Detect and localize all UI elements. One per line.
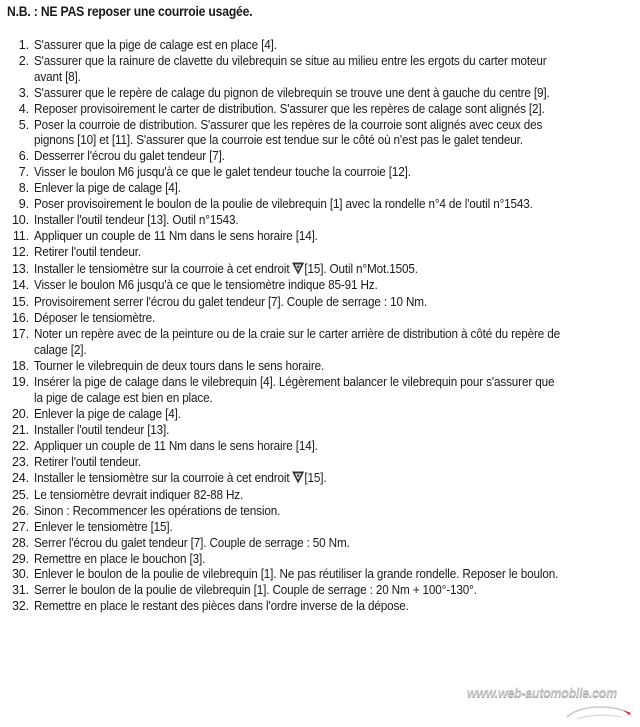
step-text: Serrer l'écrou du galet tendeur [7]. Couple de serrage : 50 Nm. — [34, 535, 350, 550]
down-triangle-marker-icon — [291, 471, 304, 484]
list-item — [0, 181, 640, 197]
list-item — [0, 327, 640, 359]
step-number: 25. — [11, 487, 29, 502]
step-text: Installer le tensiomètre sur la courroie à cet endroit — [34, 471, 290, 486]
step-text: Installer l'outil tendeur [13]. Outil n°1543. — [34, 212, 239, 227]
list-item — [0, 245, 640, 261]
step-text: Remettre en place le restant des pièces dans l'ordre inverse de la dépose. — [34, 599, 409, 614]
list-item — [0, 567, 640, 583]
list-item — [0, 470, 640, 487]
step-text: Retirer l'outil tendeur. — [34, 454, 141, 469]
step-text: Desserrer l'écrou du galet tendeur [7]. — [34, 149, 225, 164]
procedure-steps-list — [0, 38, 640, 615]
list-item — [0, 407, 640, 423]
step-number: 23. — [11, 454, 29, 469]
step-number: 5. — [18, 117, 29, 132]
step-text: Remettre en place le bouchon [3]. — [34, 551, 206, 566]
list-item — [0, 165, 640, 181]
step-text: Appliquer un couple de 11 Nm dans le sens horaire [14]. — [34, 228, 318, 243]
list-item — [0, 536, 640, 552]
step-number: 7. — [18, 165, 29, 180]
step-text: Tourner le vilebrequin de deux tours dans le sens horaire. — [34, 359, 325, 374]
list-item — [0, 38, 640, 54]
step-number: 16. — [11, 311, 29, 326]
step-text: Insérer la pige de calage dans le vilebrequin [4]. Légèrement balancer le vilebrequin pour s'assurer que la pige de calage est bien en place. — [34, 375, 555, 405]
list-item — [0, 359, 640, 375]
step-text: Le tensiomètre devrait indiquer 82-88 Hz. — [34, 487, 244, 502]
step-number: 30. — [11, 567, 29, 582]
list-item — [0, 54, 640, 86]
step-text-with-icon — [34, 261, 564, 278]
step-text: Poser provisoirement le boulon de la poulie de vilebrequin [1] avec la rondelle n°4 de l'outil n°1543. — [34, 197, 533, 212]
step-text: S'assurer que le repère de calage du pignon de vilebrequin se trouve une dent à gauche du centre [9]. — [34, 85, 550, 100]
step-number: 22. — [11, 438, 29, 453]
step-text: Visser le boulon M6 jusqu'à ce que le galet tendeur touche la courroie [12]. — [34, 165, 411, 180]
step-text: Déposer le tensiomètre. — [34, 311, 156, 326]
step-text: Sinon : Recommencer les opérations de tension. — [34, 503, 281, 518]
list-item — [0, 504, 640, 520]
step-number: 6. — [18, 149, 29, 164]
list-item — [0, 488, 640, 504]
step-number: 24. — [11, 471, 29, 486]
step-number: 14. — [11, 278, 29, 293]
list-item — [0, 102, 640, 118]
step-text-suffix: [15]. Outil n°Mot.1505. — [304, 261, 418, 276]
step-number: 21. — [11, 422, 29, 437]
list-item — [0, 261, 640, 278]
step-text: Serrer le boulon de la poulie de vilebrequin [1]. Couple de serrage : 20 Nm + 100°-130°. — [34, 583, 477, 598]
step-number: 18. — [11, 359, 29, 374]
list-item — [0, 439, 640, 455]
step-text: Enlever le tensiomètre [15]. — [34, 519, 173, 534]
step-number: 10. — [11, 212, 29, 227]
step-number: 26. — [11, 503, 29, 518]
step-number: 11. — [12, 228, 29, 243]
step-number: 12. — [11, 244, 29, 259]
step-number: 19. — [11, 375, 29, 390]
list-item — [0, 197, 640, 213]
list-item — [0, 213, 640, 229]
list-item — [0, 423, 640, 439]
step-text: Appliquer un couple de 11 Nm dans le sens horaire [14]. — [34, 438, 318, 453]
down-triangle-marker-icon — [291, 262, 304, 275]
list-item — [0, 552, 640, 568]
step-number: 31. — [11, 583, 29, 598]
step-text: Reposer provisoirement le carter de distribution. S'assurer que les repères de calage sont alignés [2]. — [34, 101, 545, 116]
step-number: 13. — [11, 261, 29, 276]
list-item — [0, 278, 640, 294]
step-number: 20. — [11, 406, 29, 421]
step-text: S'assurer que la rainure de clavette du vilebrequin se situe au milieu entre les ergots du carter moteur avant [8]. — [34, 53, 547, 84]
watermark-text: www.web-automobile.com — [467, 686, 617, 700]
step-text: Provisoirement serrer l'écrou du galet tendeur [7]. Couple de serrage : 10 Nm. — [34, 295, 428, 309]
step-text: Installer le tensiomètre sur la courroie à cet endroit — [34, 261, 290, 276]
list-item — [0, 520, 640, 536]
step-text: Installer l'outil tendeur [13]. — [34, 422, 170, 437]
step-number: 8. — [18, 181, 29, 196]
step-number: 32. — [11, 599, 29, 614]
step-number: 27. — [11, 519, 29, 534]
step-number: 17. — [11, 327, 29, 342]
step-number: 9. — [18, 197, 29, 212]
step-text: Retirer l'outil tendeur. — [34, 244, 141, 259]
step-text: Enlever la pige de calage [4]. — [34, 406, 181, 421]
step-number: 4. — [18, 101, 29, 116]
step-text: S'assurer que la pige de calage est en place [4]. — [34, 38, 277, 52]
step-text: Noter un repère avec de la peinture ou de la craie sur le carter arrière de distribution à côté du repère de calage [2]. — [34, 327, 560, 358]
list-item — [0, 455, 640, 471]
step-text: Visser le boulon M6 jusqu'à ce que le tensiomètre indique 85-91 Hz. — [34, 278, 378, 293]
step-text-with-icon — [34, 470, 564, 487]
step-number: 15. — [11, 295, 29, 309]
page-title: N.B. : NE PAS reposer une courroie usagée. — [7, 4, 253, 19]
step-text-suffix: [15]. — [304, 471, 327, 486]
step-number: 29. — [11, 551, 29, 566]
list-item — [0, 599, 640, 615]
list-item — [0, 149, 640, 165]
list-item — [0, 583, 640, 599]
step-number: 1. — [18, 38, 29, 52]
list-item — [0, 294, 640, 311]
step-text: Enlever la pige de calage [4]. — [34, 181, 181, 196]
step-text: Enlever le boulon de la poulie de vilebrequin [1]. Ne pas réutiliser la grande rondelle. Reposer le boulon. — [34, 567, 559, 582]
step-number: 2. — [18, 53, 29, 68]
step-number: 3. — [18, 85, 29, 100]
watermark — [463, 686, 635, 722]
list-item — [0, 118, 640, 150]
list-item — [0, 311, 640, 327]
list-item — [0, 375, 640, 407]
car-silhouette-icon — [563, 699, 635, 721]
list-item — [0, 86, 640, 102]
list-item — [0, 229, 640, 245]
step-number: 28. — [11, 535, 29, 550]
step-text: Poser la courroie de distribution. S'assurer que les repères de la courroie sont alignés avec ceux des pignons [10] et [11]. S'assurer que la courroie est tendue sur le côté où n'est pas le galet tendeur. — [34, 117, 543, 148]
